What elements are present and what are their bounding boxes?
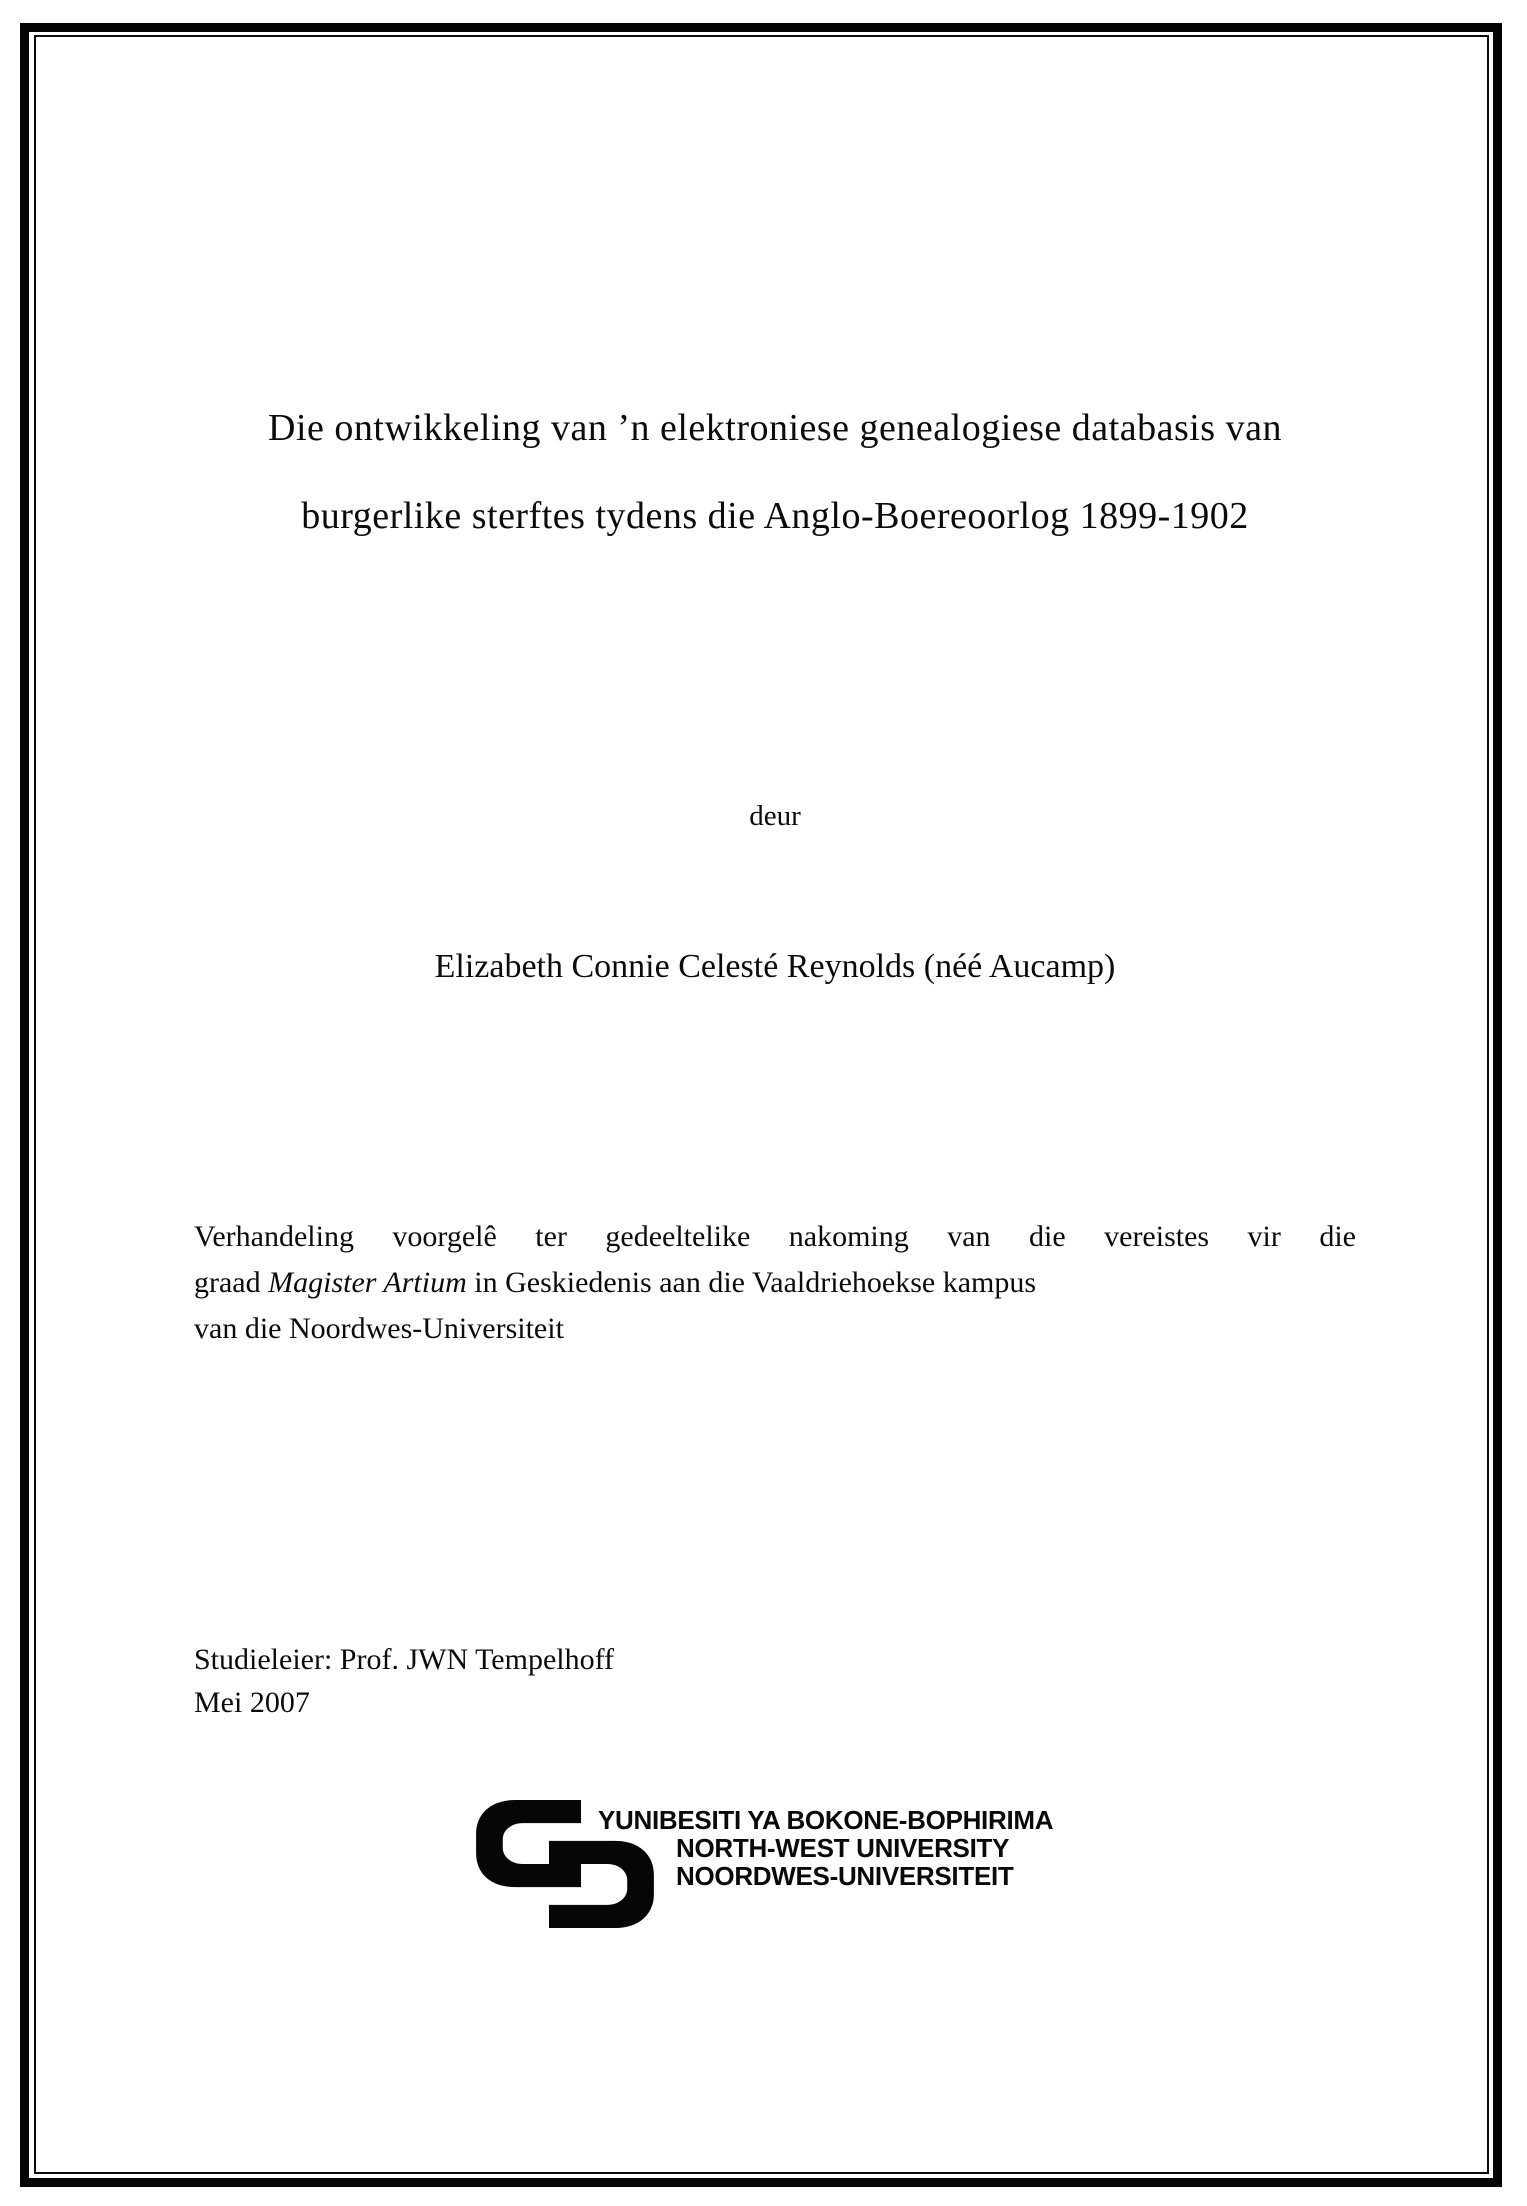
supervisor-line: Studieleier: Prof. JWN Tempelhoff (194, 1643, 615, 1676)
submission-statement-line1: Verhandeling voorgelê ter gedeeltelike nakoming van die vereistes vir die (194, 1220, 1356, 1253)
author-name: Elizabeth Connie Celesté Reynolds (néé Aucamp) (434, 948, 1116, 985)
logo-text-setswana: YUNIBESITI YA BOKONE-BOPHIRIMA (598, 1805, 1054, 1835)
thesis-title (194, 384, 1356, 560)
date-line: Mei 2007 (194, 1686, 310, 1719)
submission-statement-line2 (194, 1260, 1356, 1306)
thesis-title-line2: burgerlike sterftes tydens die Anglo-Boereoorlog 1899-1902 (301, 495, 1249, 537)
thesis-title-line1: Die ontwikkeling van ’n elektroniese genealogiese databasis van (268, 407, 1282, 449)
submission-statement-line3: van die Noordwes-Universiteit (194, 1312, 564, 1345)
byline: deur (749, 800, 801, 832)
submission-statement (194, 1214, 1356, 1352)
degree-name-italic: Magister Artium (268, 1266, 467, 1299)
statement-line2-suffix: in Geskiedenis aan die Vaaldriehoekse kampus (466, 1266, 1037, 1299)
university-logo-text (598, 1805, 1131, 1891)
logo-text-afrikaans: NOORDWES-UNIVERSITEIT (676, 1861, 1014, 1891)
university-logo (468, 1798, 1108, 1938)
supervisor-block (194, 1638, 1356, 1724)
statement-line2-prefix: graad (194, 1266, 269, 1299)
logo-text-english: NORTH-WEST UNIVERSITY (676, 1833, 1010, 1863)
